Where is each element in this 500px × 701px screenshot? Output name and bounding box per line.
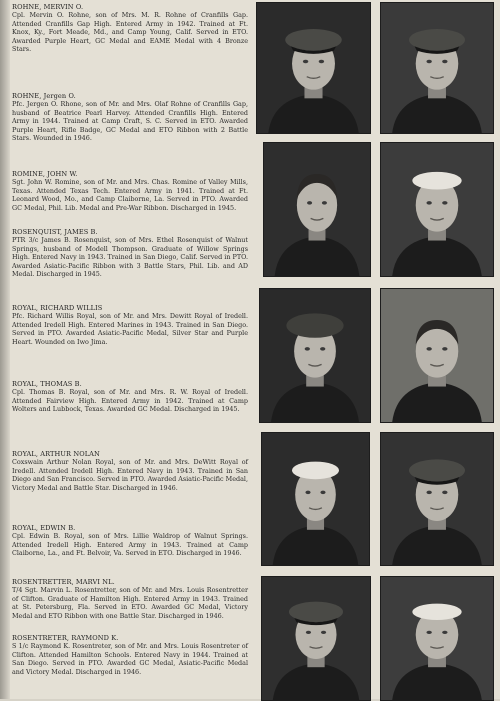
entry-rohne-mervin <box>12 3 248 54</box>
portrait-royal-thomas <box>380 288 494 423</box>
portrait-photo <box>257 3 370 133</box>
right-eye <box>321 631 326 634</box>
entry-bio: T/4 Sgt. Marvin L. Rosentretter, son of Mr. and Mrs. Louis Rosentretter of Clifton. Graduate of Hamilton High. Entered Army in 1943. Trained at St. Petersburg, Fla. Served in ETO. Awarded GC Medal, Victory Medal and ETO Ribbon with one Battle Star. Discharged in 1946. <box>12 586 248 620</box>
entry-rohne-jergen <box>12 92 248 143</box>
right-eye <box>322 201 327 205</box>
portrait-rosenquist-james <box>380 142 494 277</box>
entry-name: ROYAL, RICHARD WILLIS <box>12 304 103 312</box>
marine-cap <box>286 313 343 337</box>
portrait-rohne-mervin <box>256 2 371 134</box>
portrait-rosentretter-marvin <box>261 576 371 701</box>
portrait-photo <box>381 3 493 133</box>
left-eye <box>303 60 308 63</box>
right-eye <box>319 60 324 63</box>
right-eye <box>320 347 325 351</box>
portrait-romine-john <box>263 142 371 277</box>
biography-column <box>12 0 248 699</box>
entry-bio: Cpl. Thomas B. Royal, son of Mr. and Mrs. R. W. Royal of Iredell. Attended Fairview High. Entered Army in 1942. Trained at Camp Wolters and Lubbock, Texas. Awarded GC Medal. Discharged in 1945. <box>12 388 248 414</box>
entry-bio: Pfc. Jergen O. Rhone, son of Mr. and Mrs. Olaf Rohne of Cranfills Gap, husband of Beatrice Pearl Harvey. Attended Cranfills High. Entered Army in 1944. Trained at Camp Craft, S. C. Served in ETO. Awarded Purple Heart, Rifle Badge, GC Medal and ETO Ribbon with 2 Battle Stars. Wounded in 1946. <box>12 100 248 143</box>
portrait-photo <box>381 433 493 565</box>
portrait-grid <box>256 0 500 699</box>
entry-name: ROMINE, JOHN W. <box>12 170 78 178</box>
portrait-photo <box>264 143 370 276</box>
entry-bio: Pfc. Richard Willis Royal, son of Mr. and Mrs. Dewitt Royal of Iredell. Attended Iredell High. Entered Marines in 1943. Trained in San Diego. Served in PTO. Awarded Asiatic-Pacific Medal, Silver Star and Purple Heart. Wounded on Iwo Jima. <box>12 312 248 346</box>
right-eye <box>320 491 325 495</box>
portrait-royal-richard <box>259 288 371 423</box>
entry-rosentretter-marvin <box>12 578 248 620</box>
left-eye <box>426 201 431 205</box>
right-eye <box>442 631 447 634</box>
entry-bio: Coxswain Arthur Nolan Royal, son of Mr. and Mrs. DeWitt Royal of Iredell. Attended Iredell High. Entered Navy in 1943. Trained in San Diego and San Francisco. Served in PTO. Awarded Asiatic-Pacific Medal, Victory Medal and Battle Star. Discharged in 1946. <box>12 458 248 492</box>
portrait-photo <box>262 433 369 565</box>
entry-bio: PTR 3/c James B. Rosenquist, son of Mrs. Ethel Rosenquist of Walnut Springs, husband of Modell Thompson. Graduate of Willow Springs High. Entered Navy in 1943. Trained in San Diego, Calif. Served in PTO. Awarded Asiatic-Pacific Ribbon with 3 Battle Stars, Phil. Lib. and AD Medal. Discharged in 1945. <box>12 236 248 279</box>
left-eye <box>307 201 312 205</box>
portrait-royal-edwin <box>380 432 494 566</box>
entry-bio: Sgt. John W. Romine, son of Mr. and Mrs. Chas. Romine of Valley Mills, Texas. Attended Texas Tech. Entered Army in 1941. Trained at Ft. Leonard Wood, Mo., and Camp Claiborne, La. Served in PTO. Awarded GC Medal, Phil. Lib. Medal and Pre-War Ribbon. Discharged in 1945. <box>12 178 248 212</box>
portrait-photo <box>381 577 493 700</box>
entry-name: ROSENTRETER, RAYMOND K. <box>12 634 119 642</box>
right-eye <box>442 60 447 63</box>
sailor-cap <box>412 604 461 620</box>
portrait-rosentreter-raymond <box>380 576 494 701</box>
portrait-photo <box>262 577 370 700</box>
entry-rosenquist-james <box>12 228 248 279</box>
portrait-rohne-jergen <box>380 2 494 134</box>
entry-name: ROYAL, EDWIN B. <box>12 524 76 532</box>
left-eye <box>426 347 431 351</box>
entry-name: ROSENTRETTER, MARVI NL. <box>12 578 115 586</box>
entry-royal-thomas <box>12 380 248 414</box>
right-eye <box>442 347 447 351</box>
entry-name: ROHNE, Jergen O. <box>12 92 76 100</box>
left-eye <box>306 631 311 634</box>
left-eye <box>305 491 310 495</box>
portrait-royal-arthur <box>261 432 370 566</box>
entry-name: ROSENQUIST, JAMES B. <box>12 228 98 236</box>
entry-name: ROHNE, MERVIN O. <box>12 3 84 11</box>
right-eye <box>442 201 447 205</box>
portrait-photo <box>381 289 493 422</box>
left-eye <box>426 60 431 63</box>
entry-royal-richard <box>12 304 248 346</box>
sailor-cap <box>412 172 461 190</box>
right-eye <box>442 491 447 495</box>
entry-name: ROYAL, ARTHUR NOLAN <box>12 450 100 458</box>
left-eye <box>426 631 431 634</box>
entry-bio: Cpl. Edwin B. Royal, son of Mrs. Lillie Waldrop of Walnut Springs. Attended Iredell High. Entered Army in 1943. Trained at Camp Claiborne, La., and Ft. Belvoir, Va. Served in ETO. Discharged in 1946. <box>12 532 248 558</box>
entry-bio: Cpl. Mervin O. Rohne, son of Mrs. M. R. Rohne of Cranfills Gap. Attended Cranfills Gap High. Entered Army in 1942. Trained at Ft. Knox, Ky., Fort Meade, Md., and Camp Young, Calif. Served in ETO. Awarded Purple Heart, GC Medal and EAME Medal with 4 Bronze Stars. <box>12 11 248 54</box>
left-eye <box>305 347 310 351</box>
entry-royal-arthur <box>12 450 248 492</box>
left-eye <box>426 491 431 495</box>
entry-romine-john <box>12 170 248 212</box>
portrait-photo <box>381 143 493 276</box>
portrait-photo <box>260 289 370 422</box>
sailor-cap <box>292 462 339 480</box>
entry-bio: S 1/c Raymond K. Rosentreter, son of Mr. and Mrs. Louis Rosentreter of Clifton. Attended Hamilton Schools. Entered Navy in 1944. Trained at San Diego. Served in PTO. Awarded GC Medal, Asiatic-Pacific Medal and Victory Medal. Discharged in 1946. <box>12 642 248 676</box>
entry-royal-edwin <box>12 524 248 558</box>
entry-name: ROYAL, THOMAS B. <box>12 380 82 388</box>
page-spine-shadow <box>0 0 10 699</box>
entry-rosentreter-raymond <box>12 634 248 676</box>
